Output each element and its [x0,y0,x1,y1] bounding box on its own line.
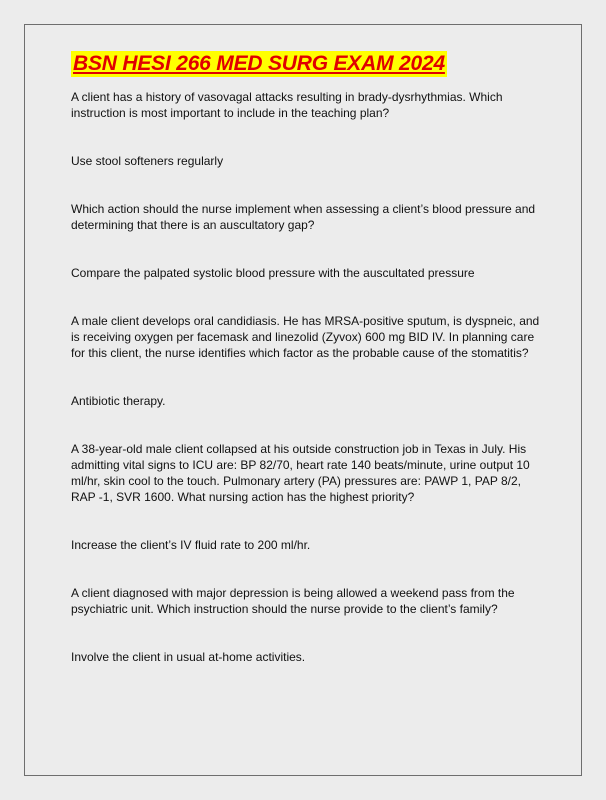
question-5: A client diagnosed with major depression is being allowed a weekend pass from the psychiatric unit. Which instruction should the nurse provide to the client’s family? [71,586,515,616]
question-4: A 38-year-old male client collapsed at his outside construction job in Texas in July. His admitting vital signs to ICU are: BP 82/70, heart rate 140 beats/minute, urine output 10 ml/hr, skin cool to the touch. Pulmonary artery (PA) pressures are: PAWP 1, PAP 8/2, RAP -1, SVR 1600. What nursing action has the highest priority? [71,442,530,504]
question-3: A male client develops oral candidiasis. He has MRSA-positive sputum, is dyspneic, and is receiving oxygen per facemask and linezolid (Zyvox) 600 mg BID IV. In planning care for this client, the nurse identifies which factor as the probable cause of the stomatitis? [71,314,540,360]
answer-4: Increase the client’s IV fluid rate to 200 ml/hr. [71,538,311,552]
answer-3: Antibiotic therapy. [71,394,166,408]
answer-1: Use stool softeners regularly [71,154,224,168]
answer-5: Involve the client in usual at-home activities. [71,650,306,664]
document-page [24,24,582,776]
document-content [71,51,547,665]
question-2: Which action should the nurse implement when assessing a client’s blood pressure and determining that there is an auscultatory gap? [71,202,536,232]
answer-2: Compare the palpated systolic blood pressure with the auscultated pressure [71,266,475,280]
document-title: BSN HESI 266 MED SURG EXAM 2024 [73,52,445,75]
question-1: A client has a history of vasovagal attacks resulting in brady-dysrhythmias. Which instruction is most important to include in the teaching plan? [71,90,503,120]
